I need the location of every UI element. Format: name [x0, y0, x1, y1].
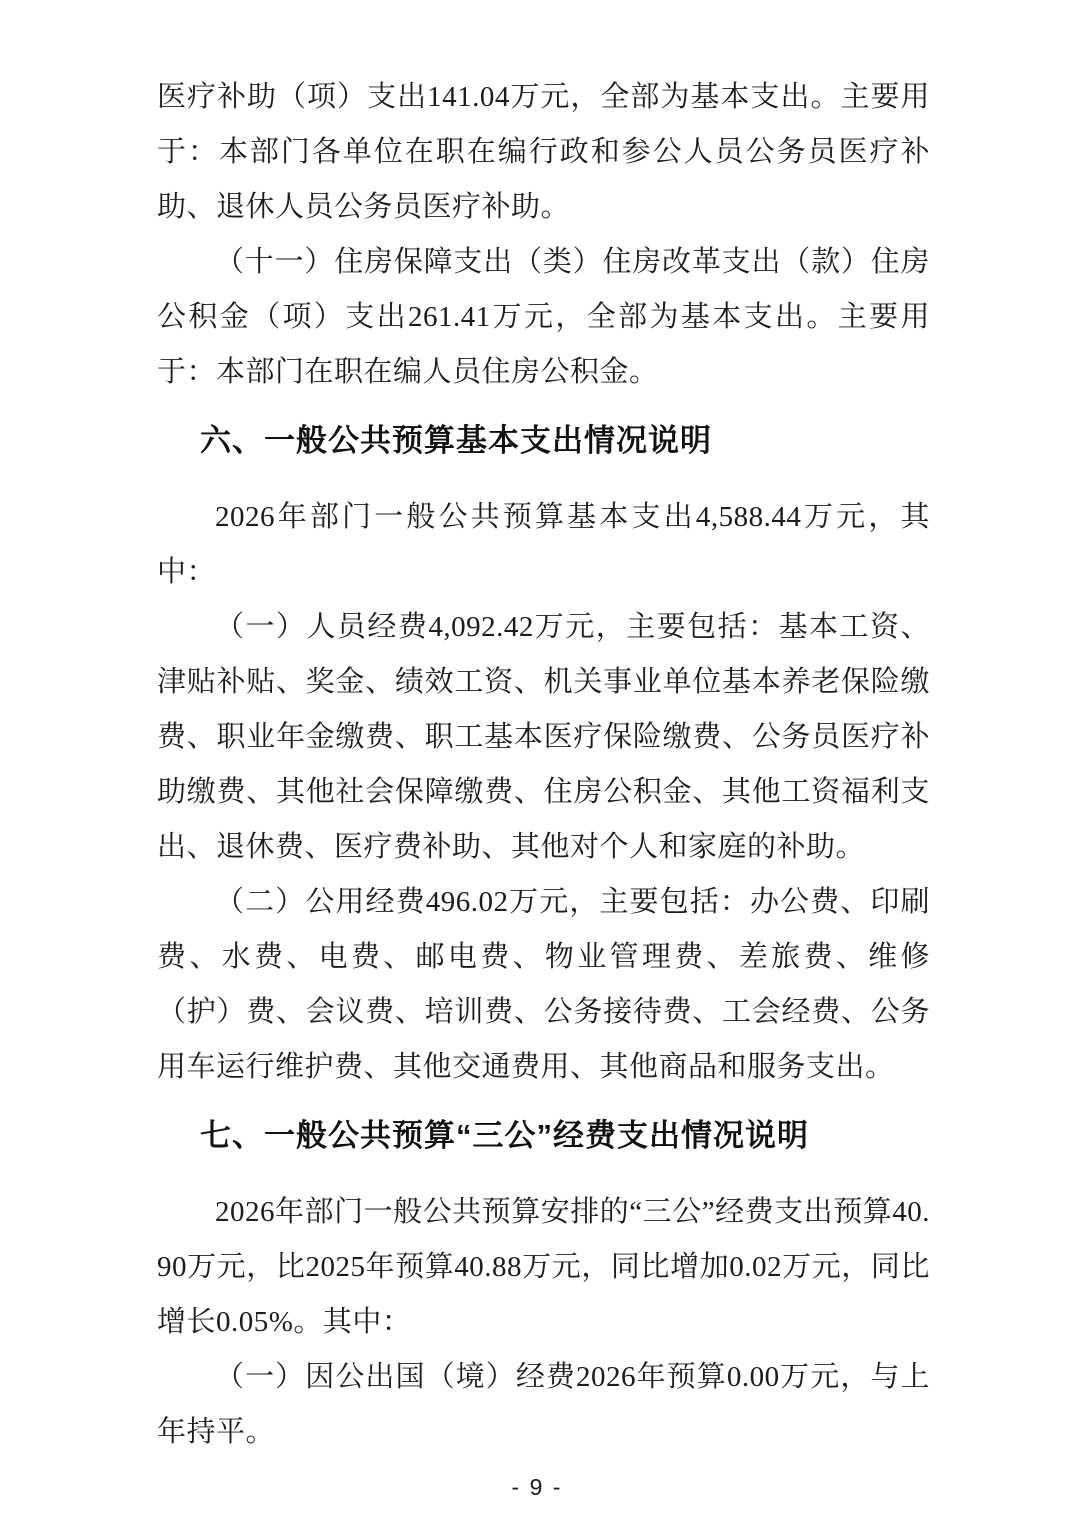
paragraph-basic-expenditure-intro: 2026年部门一般公共预算基本支出4,588.44万元，其中：: [157, 501, 930, 588]
paragraph-public-funds: （二）公用经费496.02万元，主要包括：办公费、印刷费、水费、电费、邮电费、物业管理费、差旅费、维修（护）费、会议费、培训费、公务接待费、工会经费、公务用车运行维护费、其他交通费用、其他商品和服务支出。: [157, 886, 930, 1083]
paragraph-personnel-funds: （一）人员经费4,092.42万元，主要包括：基本工资、津贴补贴、奖金、绩效工资、机关事业单位基本养老保险缴费、职业年金缴费、职工基本医疗保险缴费、公务员医疗补助缴费、其他社会保障缴费、住房公积金、其他工资福利支出、退休费、医疗费补助、其他对个人和家庭的补助。: [157, 611, 930, 863]
heading-section-seven: 七、一般公共预算“三公”经费支出情况说明: [200, 1118, 809, 1153]
paragraph-housing-fund: （十一）住房保障支出（类）住房改革支出（款）住房公积金（项）支出261.41万元，全部为基本支出。主要用于：本部门在职在编人员住房公积金。: [157, 246, 930, 388]
page-number: - 9 -: [511, 1474, 563, 1500]
paragraph-medical-subsidy: 医疗补助（项）支出141.04万元，全部为基本支出。主要用于：本部门各单位在职在编行政和参公人员公务员医疗补助、退休人员公务员医疗补助。: [157, 81, 930, 223]
heading-section-six: 六、一般公共预算基本支出情况说明: [200, 423, 712, 458]
paragraph-abroad-funds: （一）因公出国（境）经费2026年预算0.00万元，与上年持平。: [157, 1361, 930, 1448]
paragraph-three-public-intro: 2026年部门一般公共预算安排的“三公”经费支出预算40.90万元，比2025年预算40.88万元，同比增加0.02万元，同比增长0.05%。其中：: [157, 1196, 930, 1338]
